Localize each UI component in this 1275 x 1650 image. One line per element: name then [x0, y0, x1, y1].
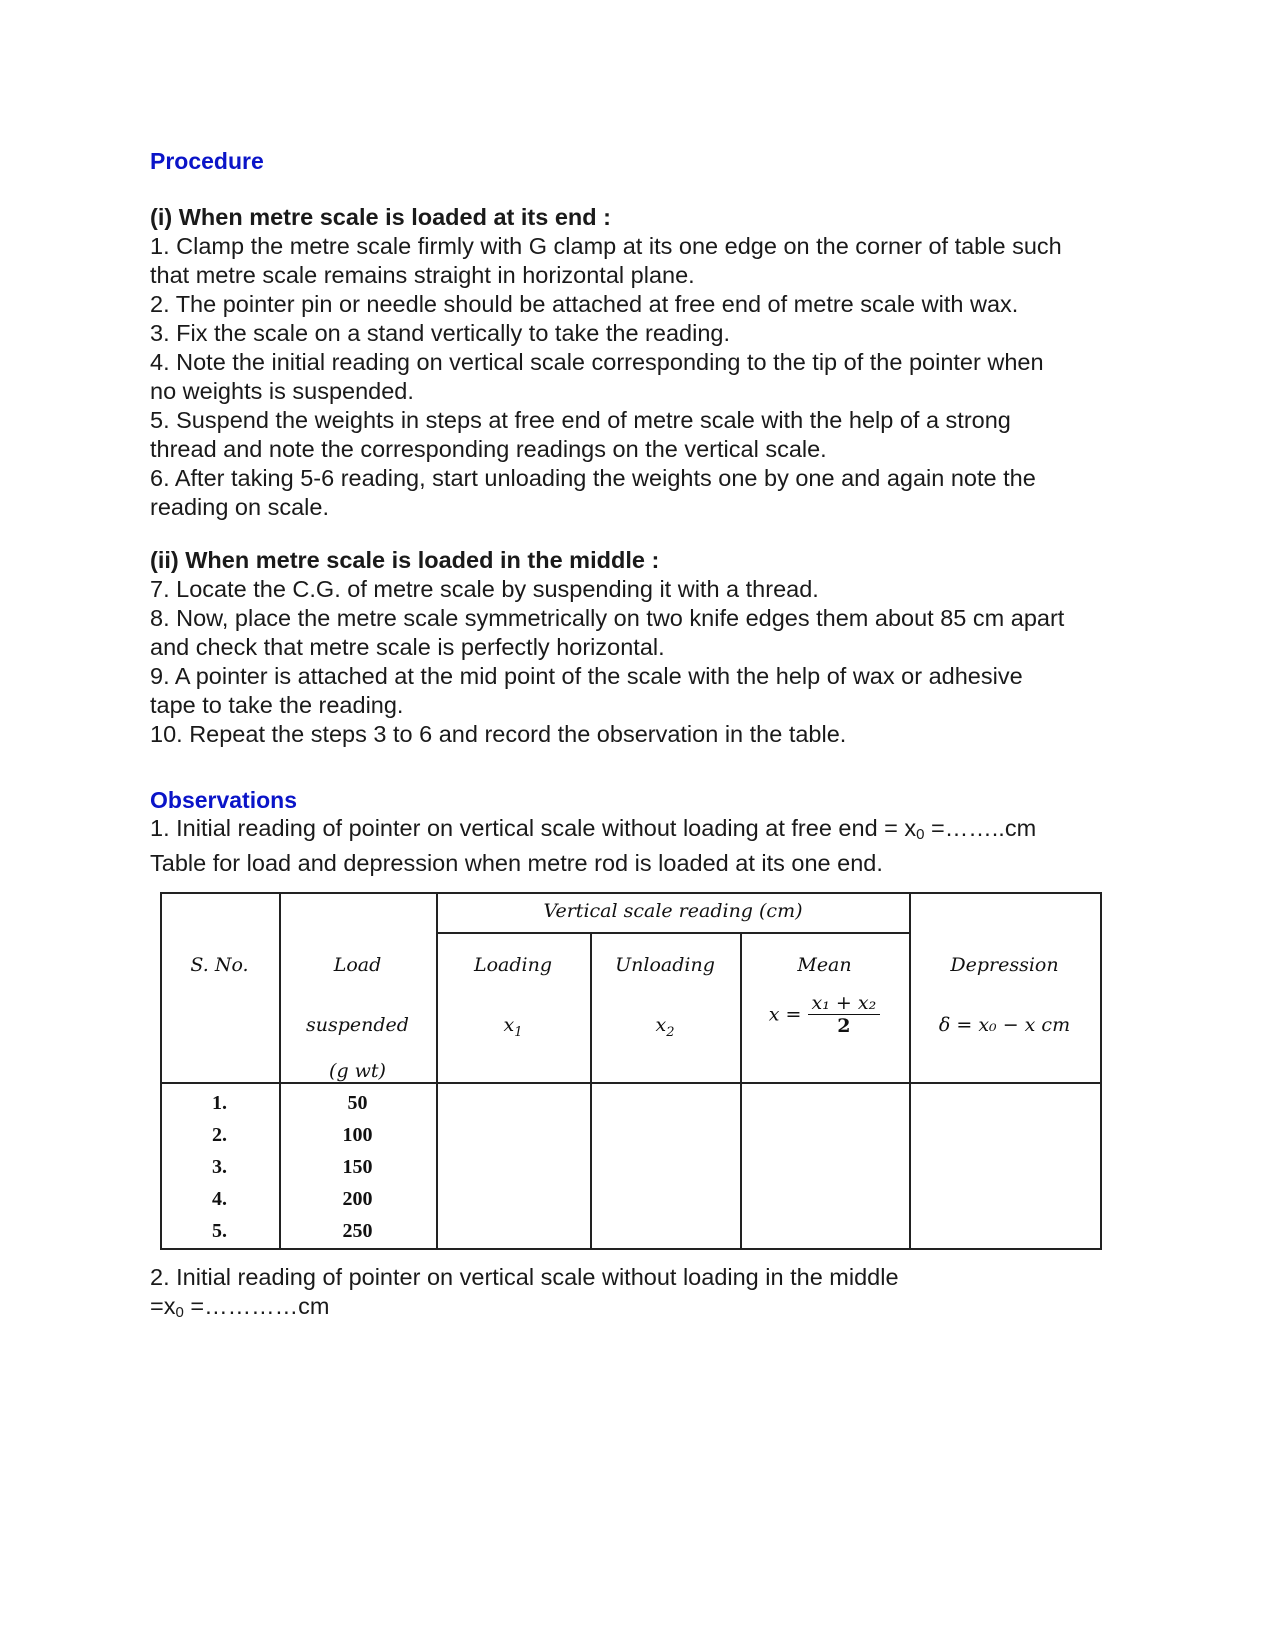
step-line: thread and note the corresponding readings on the vertical scale. — [150, 436, 827, 462]
step-line: 9. A pointer is attached at the mid point of the scale with the help of wax or adhesive — [150, 663, 1023, 689]
header-depression: Depression — [950, 954, 1059, 976]
obs2-line2 — [150, 1292, 1160, 1327]
row-sno: 4. — [212, 1188, 227, 1210]
observations-heading: Observations — [150, 787, 297, 813]
step-line: and check that metre scale is perfectly horizontal. — [150, 634, 665, 660]
row-load: 150 — [342, 1156, 373, 1178]
table-border-bottom — [160, 1248, 1102, 1250]
part1-steps — [150, 232, 1160, 522]
mean-fraction — [808, 992, 881, 1037]
header-mean-formula — [740, 992, 909, 1037]
loading-sub: 1 — [514, 1024, 523, 1040]
obs1-line — [150, 814, 1160, 849]
loading-var: x — [503, 1014, 515, 1036]
obs1-sub: 0 — [916, 826, 925, 843]
group-header-divider — [436, 932, 910, 934]
obs2-prefix: =x — [150, 1293, 176, 1319]
step-line: no weights is suspended. — [150, 378, 414, 404]
mean-numerator: x₁ + x₂ — [808, 992, 881, 1015]
header-unloading-symbol — [590, 1014, 740, 1040]
unloading-sub: 2 — [666, 1024, 675, 1040]
header-unloading: Unloading — [615, 954, 715, 976]
step-line: reading on scale. — [150, 494, 329, 520]
row-sno: 2. — [212, 1124, 227, 1146]
procedure-heading: Procedure — [150, 148, 264, 174]
row-sno: 3. — [212, 1156, 227, 1178]
step-line: 8. Now, place the metre scale symmetrically on two knife edges them about 85 cm apart — [150, 605, 1065, 631]
row-sno: 5. — [212, 1220, 227, 1242]
obs2-line1: 2. Initial reading of pointer on vertical scale without loading in the middle — [150, 1264, 899, 1290]
mean-denominator: 2 — [837, 1015, 851, 1037]
row-load: 50 — [347, 1092, 368, 1114]
col-divider — [590, 932, 592, 1250]
col-divider — [436, 892, 438, 1250]
step-line: 6. After taking 5-6 reading, start unloading the weights one by one and again note the — [150, 465, 1036, 491]
header-load-unit: (g wt) — [329, 1060, 386, 1082]
part2-heading: (ii) When metre scale is loaded in the middle : — [150, 547, 660, 573]
observation-table — [160, 892, 1102, 1250]
obs2-sub: 0 — [175, 1304, 184, 1321]
group-header-vertical-scale: Vertical scale reading (cm) — [543, 900, 803, 922]
unloading-var: x — [655, 1014, 667, 1036]
step-line: 2. The pointer pin or needle should be attached at free end of metre scale with wax. — [150, 291, 1019, 317]
part2-steps — [150, 575, 1160, 749]
header-body-divider — [160, 1082, 1102, 1084]
header-depression-formula: δ = x₀ − x cm — [938, 1014, 1071, 1036]
observation-2 — [150, 1263, 1160, 1327]
header-load: Load — [333, 954, 382, 976]
header-loading: Loading — [473, 954, 553, 976]
step-line: 4. Note the initial reading on vertical scale corresponding to the tip of the pointer when — [150, 349, 1044, 375]
table-border-right — [1100, 892, 1102, 1250]
step-line: 3. Fix the scale on a stand vertically to take the reading. — [150, 320, 730, 346]
table-caption: Table for load and depression when metre rod is loaded at its one end. — [150, 850, 883, 876]
row-load: 100 — [342, 1124, 373, 1146]
obs1-suffix: =……..cm — [924, 815, 1037, 841]
header-loading-symbol — [436, 1014, 590, 1040]
table-border-top — [160, 892, 1102, 894]
step-line: 5. Suspend the weights in steps at free end of metre scale with the help of a strong — [150, 407, 1011, 433]
col-divider — [740, 932, 742, 1250]
header-sno: S. No. — [190, 954, 249, 976]
step-line: tape to take the reading. — [150, 692, 404, 718]
part1-heading: (i) When metre scale is loaded at its end : — [150, 204, 611, 230]
obs1-prefix: 1. Initial reading of pointer on vertical scale without loading at free end = x — [150, 815, 917, 841]
step-line: 10. Repeat the steps 3 to 6 and record the observation in the table. — [150, 721, 847, 747]
step-line: that metre scale remains straight in horizontal plane. — [150, 262, 695, 288]
step-line: 1. Clamp the metre scale firmly with G clamp at its one edge on the corner of table such — [150, 233, 1062, 259]
row-load: 200 — [342, 1188, 373, 1210]
col-divider — [909, 892, 911, 1250]
row-load: 250 — [342, 1220, 373, 1242]
mean-lhs: x = — [768, 1003, 802, 1026]
row-sno: 1. — [212, 1092, 227, 1114]
obs2-suffix: =…………cm — [183, 1293, 330, 1319]
observation-1 — [150, 814, 1160, 878]
header-mean: Mean — [797, 954, 852, 976]
header-load-suspended: suspended — [306, 1014, 409, 1036]
step-line: 7. Locate the C.G. of metre scale by suspending it with a thread. — [150, 576, 819, 602]
